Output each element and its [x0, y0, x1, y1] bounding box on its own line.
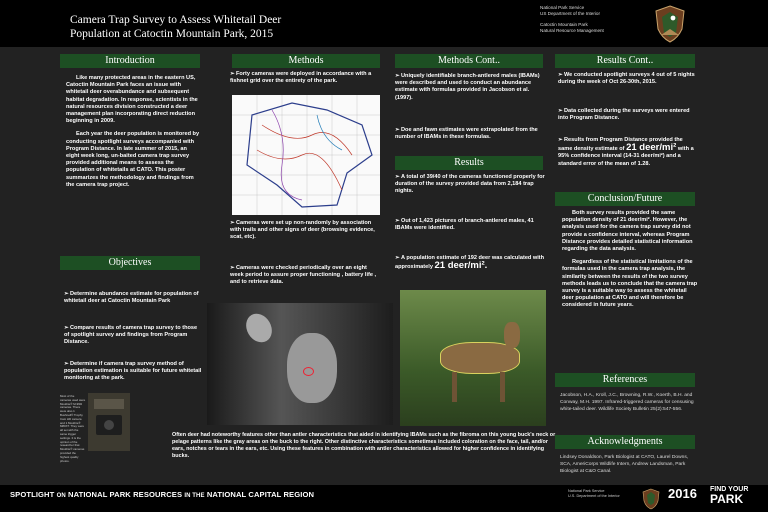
find-your-park-logo: FIND YOUR PARK — [710, 486, 749, 506]
results-bullet-1: ➢A total of 39/40 of the cameras functioned properly for duration of the survey provided data from 2,184 trap nights. — [395, 174, 545, 195]
park-line-2: Natural Resource Management — [540, 28, 604, 33]
objective-1: ➢Determine abundance estimate for population of whitetail deer at Catoctin Mountain Park — [64, 291, 199, 305]
arrow-icon: ➢ — [230, 220, 235, 226]
acknowledgments-heading: Acknowledgments — [555, 435, 695, 449]
results-cont-bullet-1: ➢We conducted spotlight surveys 4 out of 5 nights during the week of Oct 26-30th, 2015. — [558, 72, 695, 86]
arrow-icon: ➢ — [395, 255, 400, 261]
arrow-icon: ➢ — [64, 291, 69, 297]
arrow-icon: ➢ — [395, 218, 400, 224]
references-heading: References — [555, 373, 695, 387]
objective-2: ➢Compare results of camera trap survey to those of spotlight survey and findings from Program Distance. — [64, 325, 198, 346]
objective-3: ➢Determine if camera trap survey method of population estimation is suitable for future whitetail monitoring at the park. — [64, 361, 202, 382]
title-line-1: Camera Trap Survey to Assess Whitetail Deer — [70, 14, 282, 26]
agency-line-2: US Department of the Interior — [540, 11, 601, 16]
footer-agency: National Park Service U.S. Department of the Interior — [568, 489, 620, 498]
footer-banner: SPOTLIGHT ON NATIONAL PARK RESOURCES IN THE NATIONAL CAPITAL REGION — [10, 490, 315, 499]
centennial-year: 2016 — [668, 486, 697, 501]
methods-heading: Methods — [232, 54, 380, 68]
camera-caption: Most of the cameras used were Moultrie® M-990i cameras. There were also 1 Bushnell® Trophy Cam HD camera and 1 Moultrie® M80XT. They were all set with the same trigger settings. It is the opinion of the researcher that Moultrie® cameras provided the highest quality photos. — [60, 394, 86, 463]
trail-camera-photo — [88, 393, 130, 451]
arrow-icon: ➢ — [395, 73, 400, 79]
arrow-icon: ➢ — [558, 108, 563, 114]
results-cont-heading: Results Cont.. — [555, 54, 695, 68]
arrow-icon: ➢ — [230, 265, 235, 271]
arrow-icon: ➢ — [558, 137, 563, 143]
references-text: Jacobson, H.A., Kroll, J.C., Browning, R.W., Koerth, B.H. and Conway, M.H. 1997. Infrared-triggered cameras for censusing white-tailed deer. Wildlife Society Bulletin 25(2):547-556. — [560, 393, 694, 412]
buck-in-forest-photo — [400, 290, 546, 426]
results-cont-bullet-3: ➢Results from Program Distance provided the same density estimate of 21 deer/mi² with a 95% confidence interval (14-31 deer/mi²) and a standard error of the mean of 1.28. — [558, 137, 694, 167]
footer-nps-arrowhead-logo — [642, 488, 660, 510]
objectives-heading: Objectives — [60, 256, 200, 270]
methods-cont-bullet-2: ➢Doe and fawn estimates were extrapolated from the number of IBAMs in these formulas. — [395, 127, 538, 141]
infrared-deer-photo — [207, 303, 393, 425]
title-line-2: Population at Catoctin Mountain Park, 2015 — [70, 28, 274, 40]
conclusion-paragraph-2: Regardless of the statistical limitations of the formulas used in the camera trap analysis, the similarity between the results of the two survey methods leads us to conclude that the camera trap survey is a suitable way to assess the whitetail deer population at CATO and will therefore be considered in future years. — [562, 259, 698, 309]
results-bullet-2: ➢Out of 1,423 pictures of branch-antlered males, 41 IBAMs were identified. — [395, 218, 534, 232]
nps-arrowhead-logo — [654, 5, 686, 43]
agency-block — [540, 5, 640, 34]
arrow-icon: ➢ — [64, 325, 69, 331]
introduction-text — [66, 75, 200, 195]
photo-caption: Often deer had noteworthy features other than antler characteristics that aided in identifying IBAMs such as the fibroma on this young buck's neck or pelage patterns like the gray areas on the buck to the right. Other distinctive characteristics sometimes included coloration on the face, tail, and/or ears, notches or tears in the ears, etc. Using these features in combination with antler characteristics allowed for higher confidence in identifying bucks. — [172, 432, 556, 459]
methods-cont-bullet-1: ➢Uniquely identifiable branch-antlered males (IBAMs) were described and used to conduct an abundance estimate with formulas provided in Jacobson et al. (1997). — [395, 73, 540, 101]
intro-paragraph-2: Each year the deer population is monitored by conducting spotlight surveys accompanied with Program Distance. In late summer of 2015, an eight week long, un-baited camera trap survey provided additional means to assess the population of whitetails at CATO. This poster summarizes the methodology and findings from the camera trap project. — [66, 131, 200, 188]
agency-line-1: National Park Service — [540, 5, 585, 10]
density-value: 21 deer/mi². — [434, 260, 488, 272]
poster-title — [70, 13, 281, 41]
arrow-icon: ➢ — [558, 72, 563, 78]
acknowledgments-text: Lindsey Donaldson, Park Biologist at CATO, Laurel Downs, SCA, AmeriCorps Wildlife Intern, Andrew Landsman, Park Biologist at C&O Canal. — [560, 455, 689, 474]
methods-bullet-1: ➢Forty cameras were deployed in accordance with a fishnet grid over the entirety of the park. — [230, 71, 372, 85]
spotlight-density-value: 21 deer/mi² — [626, 142, 677, 154]
arrow-icon: ➢ — [395, 127, 400, 133]
introduction-heading: Introduction — [60, 54, 200, 68]
park-camera-grid-map — [232, 95, 380, 215]
results-bullet-3: ➢A population estimate of 192 deer was calculated with approximately 21 deer/mi². — [395, 255, 545, 272]
arrow-icon: ➢ — [230, 71, 235, 77]
arrow-icon: ➢ — [395, 174, 400, 180]
conclusion-paragraph-1: Both survey results provided the same population density of 21 deer/mi². However, the analysis used for the camera trap survey did not provide a confidence interval, whereas Program Distance provides detailed statistical information regarding the data analysis. — [562, 210, 693, 253]
intro-paragraph-1: Like many protected areas in the eastern US, Catoctin Mountain Park faces an issue with whitetail deer overabundance and subsequent habitat degradation. In response, scientists in the natural resources division constructed a deer management plan incorporating direct reduction beginning in 2009. — [66, 75, 198, 125]
park-line-1: Catoctin Mountain Park — [540, 22, 588, 27]
arrow-icon: ➢ — [64, 361, 69, 367]
methods-bullet-2: ➢Cameras were set up non-randomly by association with trails and other signs of deer (browsing evidence, scat, etc). — [230, 220, 375, 241]
conclusion-text — [562, 210, 698, 316]
methods-cont-heading: Methods Cont.. — [395, 54, 543, 68]
results-cont-bullet-2: ➢Data collected during the surveys were entered into Program Distance. — [558, 108, 690, 122]
results-heading: Results — [395, 156, 543, 170]
methods-bullet-3: ➢Cameras were checked periodically over an eight week period to assure proper functioning , battery life , and to retrieve data. — [230, 265, 377, 286]
conclusion-heading: Conclusion/Future — [555, 192, 695, 206]
